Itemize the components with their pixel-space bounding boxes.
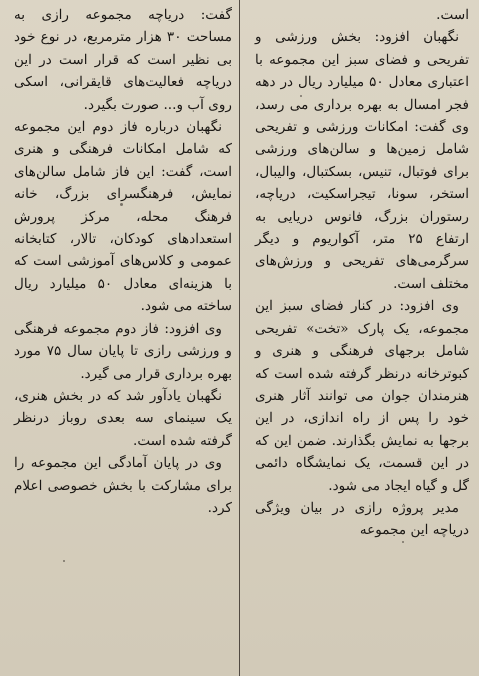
left-para-5: وی در پایان آمادگی این مجموعه را برای مشارکت با بخش خصوصی اعلام کرد. — [14, 455, 232, 516]
print-speck — [402, 541, 404, 543]
left-para-1: گفت: دریاچه مجموعه رازی به مساحت ۳۰ هزار مترمربع، در نوع خود بی نظیر است که قرار است در این دریاچه فعالیت‌های قایقرانی، اسکی روی آب و... صورت بگیرد. — [14, 7, 232, 113]
right-para-2: نگهبان افزود: بخش ورزشی و تفریحی و فضای سبز این مجموعه با اعتباری معادل ۵۰ میلیارد ریال در دهه فجر امسال به بهره برداری می رسد، وی گفت: امکانات ورزشی و تفریحی شامل زمین‌ها و سالن‌های ورزشی برای فوتبال، تنیس، بسکتبال، والیبال، استخر، سونا، تیجراسکیت، دریاچه، رستوران بزرگ، فانوس دریایی به ارتفاع ۲۵ متر، آکواریوم و دیگر سرگرمی‌های تفریحی و ورزش‌های مختلف است. — [255, 29, 469, 292]
print-speck — [300, 95, 302, 97]
right-para-3: وی افزود: در کنار فضای سبز این مجموعه، یک پارک «تخت» تفریحی شامل برجهای فرهنگی و هنری و کبوترخانه درنظر گرفته شده است که هنرمندان جوان می توانند آثار هنری خود را پس از راه اندازی، در این برجها به نمایش بگذارند. ضمن این که در این قسمت، یک نمایشگاه دائمی گل و گیاه ایجاد می شود. — [255, 298, 469, 494]
print-speck — [63, 560, 65, 562]
print-speck — [120, 203, 123, 206]
left-para-2: نگهبان درباره فاز دوم این مجموعه که شامل امکانات فرهنگی و هنری است، گفت: این فاز شامل سالن‌های نمایش، فرهنگسرای بزرگ، خانه فرهنگ محله، مرکز پرورش استعدادهای کودکان، تالار، کتابخانه عمومی و کلاس‌های آموزشی است که با هزینه‌ای معادل ۵۰ میلیارد ریال ساخته می شود. — [14, 119, 232, 315]
right-column — [255, 4, 469, 542]
column-divider — [239, 0, 240, 676]
right-para-1: است. — [436, 7, 469, 23]
left-para-3: وی افزود: فاز دوم مجموعه فرهنگی و ورزشی رازی تا پایان سال ۷۵ مورد بهره برداری قرار می گیرد. — [14, 320, 232, 382]
right-para-4: مدیر پروژه رازی در بیان ویژگی دریاچه این مجموعه — [255, 499, 469, 539]
left-column — [14, 4, 232, 519]
left-para-4: نگهبان یادآور شد که در بخش هنری، یک سینمای سه بعدی روباز درنظر گرفته شده است. — [14, 387, 232, 449]
